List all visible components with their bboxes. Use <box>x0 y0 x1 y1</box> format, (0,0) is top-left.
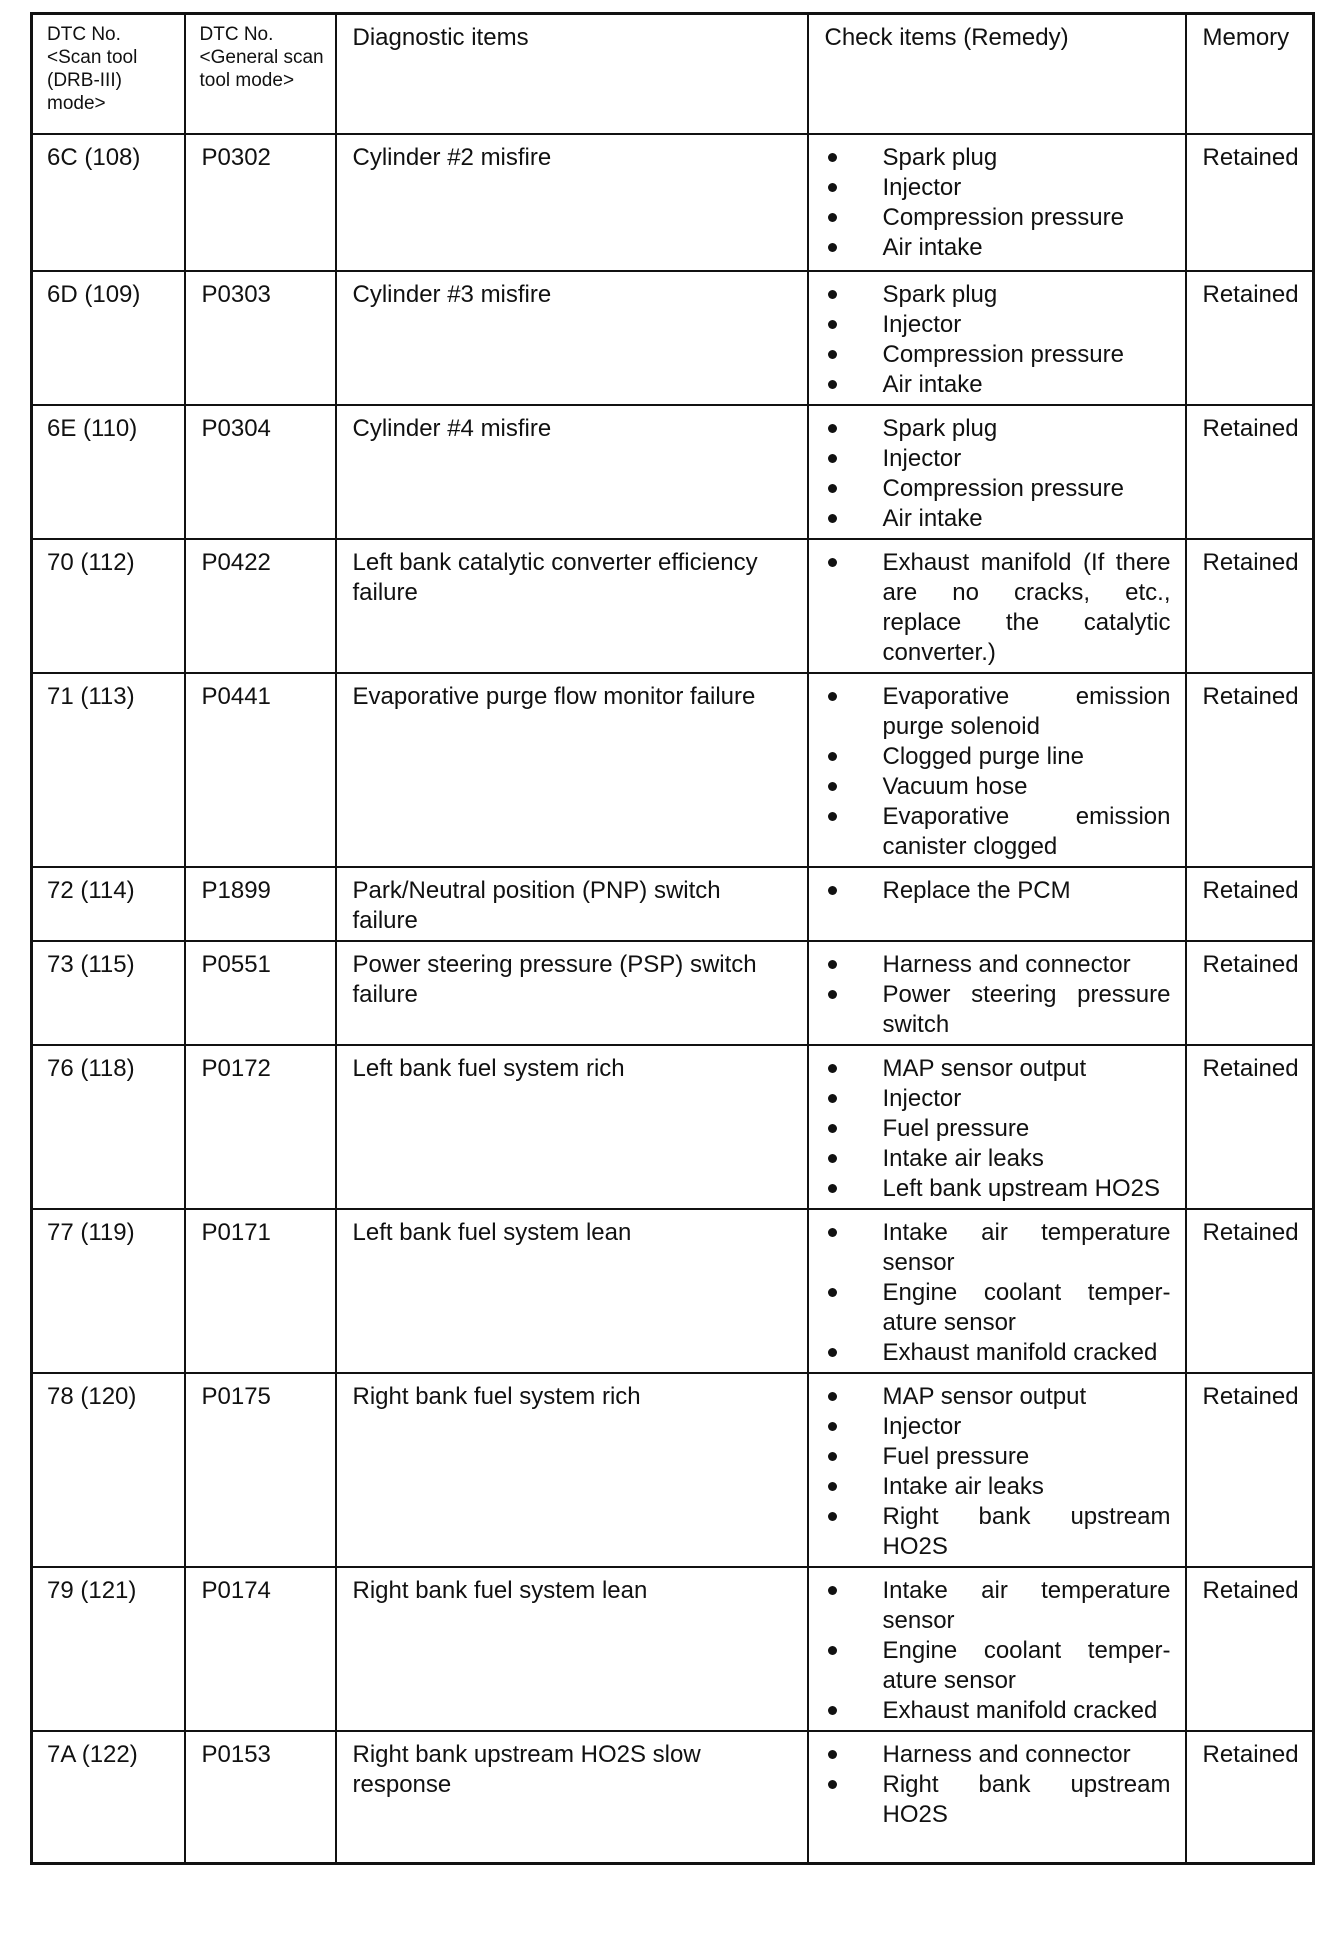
header-dtc-scan-tool: DTC No. <Scan tool (DRB-III) mode> <box>32 14 185 135</box>
diagnostic-item-cell: Cylinder #2 misfire <box>336 134 808 271</box>
dtc-general-cell: P0172 <box>185 1045 336 1209</box>
document-page <box>30 12 1312 1865</box>
check-item <box>825 173 1171 203</box>
bullet-icon <box>828 1154 837 1163</box>
bullet-icon <box>828 1064 837 1073</box>
bullet-icon <box>828 692 837 701</box>
check-item <box>825 950 1171 980</box>
check-item <box>825 1114 1171 1144</box>
check-item-text: Fuel pressure <box>882 1443 1030 1470</box>
bullet-icon <box>828 1512 837 1521</box>
memory-cell: Retained <box>1186 1045 1314 1209</box>
table-row <box>32 1731 1314 1863</box>
bullet-icon <box>828 514 837 523</box>
check-item-text: Exhaust manifold cracked <box>882 1697 1158 1724</box>
check-items-list <box>825 548 1171 668</box>
diagnostic-item-cell: Park/Neutral position (PNP) switch failure <box>336 867 808 941</box>
check-items-cell <box>808 134 1186 271</box>
check-item-text: Right bank upstream HO2S <box>882 1503 1171 1560</box>
dtc-general-cell: P0551 <box>185 941 336 1045</box>
check-item <box>825 1412 1171 1442</box>
check-items-list <box>825 143 1171 263</box>
bullet-icon <box>828 1422 837 1431</box>
diagnostic-item-cell: Left bank catalytic converter efficiency failure <box>336 539 808 673</box>
bullet-icon <box>828 1750 837 1759</box>
header-memory: Memory <box>1186 14 1314 135</box>
memory-cell: Retained <box>1186 405 1314 539</box>
header-check-items: Check items (Remedy) <box>808 14 1186 135</box>
check-item <box>825 1174 1171 1204</box>
bullet-icon <box>828 1094 837 1103</box>
check-item <box>825 1636 1171 1696</box>
check-items-cell <box>808 1567 1186 1731</box>
check-item-text: MAP sensor output <box>882 1383 1087 1410</box>
bullet-icon <box>828 1780 837 1789</box>
memory-cell: Retained <box>1186 1373 1314 1567</box>
dtc-scan-tool-cell: 7A (122) <box>32 1731 185 1863</box>
dtc-scan-tool-cell: 76 (118) <box>32 1045 185 1209</box>
bullet-icon <box>828 1288 837 1297</box>
check-item-text: Right bank upstream HO2S <box>882 1771 1171 1828</box>
check-items-cell <box>808 941 1186 1045</box>
check-item <box>825 310 1171 340</box>
memory-cell: Retained <box>1186 1731 1314 1863</box>
check-items-cell <box>808 867 1186 941</box>
check-item <box>825 143 1171 173</box>
bullet-icon <box>828 1184 837 1193</box>
header-diagnostic-items: Diagnostic items <box>336 14 808 135</box>
table-row <box>32 539 1314 673</box>
check-item <box>825 414 1171 444</box>
bullet-icon <box>828 454 837 463</box>
bullet-icon <box>828 990 837 999</box>
dtc-general-cell: P0171 <box>185 1209 336 1373</box>
check-items-list <box>825 1576 1171 1726</box>
bullet-icon <box>828 320 837 329</box>
diagnostic-item-cell: Power steering pressure (PSP) switch failure <box>336 941 808 1045</box>
dtc-general-cell: P0175 <box>185 1373 336 1567</box>
dtc-general-cell: P0441 <box>185 673 336 867</box>
check-item <box>825 444 1171 474</box>
check-items-list <box>825 1218 1171 1368</box>
check-item <box>825 1144 1171 1174</box>
bullet-icon <box>828 1124 837 1133</box>
check-item <box>825 280 1171 310</box>
table-row <box>32 1045 1314 1209</box>
check-item-text: Air intake <box>882 505 983 532</box>
diagnostic-item-cell: Evaporative purge flow monitor failure <box>336 673 808 867</box>
bullet-icon <box>828 1646 837 1655</box>
check-item-text: Spark plug <box>882 144 998 171</box>
memory-cell: Retained <box>1186 539 1314 673</box>
memory-cell: Retained <box>1186 271 1314 405</box>
bullet-icon <box>828 183 837 192</box>
check-item-text: Compression pressure <box>882 341 1124 368</box>
bullet-icon <box>828 1392 837 1401</box>
bullet-icon <box>828 153 837 162</box>
check-item <box>825 233 1171 263</box>
dtc-scan-tool-cell: 73 (115) <box>32 941 185 1045</box>
diagnostic-item-cell: Left bank fuel system lean <box>336 1209 808 1373</box>
check-item <box>825 1442 1171 1472</box>
check-item-text: Clogged purge line <box>882 743 1084 770</box>
bullet-icon <box>828 752 837 761</box>
check-item-text: Replace the PCM <box>882 877 1071 904</box>
bullet-icon <box>828 243 837 252</box>
check-item <box>825 876 1171 906</box>
check-item-text: Evaporative emission purge solenoid <box>882 683 1171 740</box>
check-item-text: Evaporative emission canister clogged <box>882 803 1171 860</box>
diagnostic-item-cell: Cylinder #3 misfire <box>336 271 808 405</box>
bullet-icon <box>828 1452 837 1461</box>
check-item-text: Injector <box>882 174 962 201</box>
check-item <box>825 1382 1171 1412</box>
check-item <box>825 742 1171 772</box>
check-item <box>825 980 1171 1040</box>
table-row <box>32 941 1314 1045</box>
dtc-scan-tool-cell: 6C (108) <box>32 134 185 271</box>
dtc-scan-tool-cell: 77 (119) <box>32 1209 185 1373</box>
check-item <box>825 203 1171 233</box>
dtc-general-cell: P0422 <box>185 539 336 673</box>
check-item-text: Injector <box>882 311 962 338</box>
table-row <box>32 867 1314 941</box>
check-item-text: Injector <box>882 1085 962 1112</box>
table-row <box>32 673 1314 867</box>
check-item <box>825 548 1171 668</box>
check-item-text: Intake air temperature sensor <box>882 1577 1171 1634</box>
check-item <box>825 1278 1171 1338</box>
check-item-text: Compression pressure <box>882 204 1124 231</box>
memory-cell: Retained <box>1186 867 1314 941</box>
dtc-general-cell: P0304 <box>185 405 336 539</box>
dtc-scan-tool-cell: 79 (121) <box>32 1567 185 1731</box>
bullet-icon <box>828 424 837 433</box>
check-items-list <box>825 1054 1171 1204</box>
check-items-list <box>825 682 1171 862</box>
check-item-text: Intake air leaks <box>882 1473 1044 1500</box>
check-items-cell <box>808 673 1186 867</box>
check-item <box>825 772 1171 802</box>
dtc-general-cell: P0174 <box>185 1567 336 1731</box>
table-row <box>32 271 1314 405</box>
check-item-text: Intake air leaks <box>882 1145 1044 1172</box>
diagnostic-item-cell: Right bank fuel system rich <box>336 1373 808 1567</box>
dtc-general-cell: P0302 <box>185 134 336 271</box>
table-row <box>32 1567 1314 1731</box>
check-items-cell <box>808 539 1186 673</box>
check-item-text: Exhaust manifold (If there are no cracks, etc., replace the catalytic converter.) <box>882 549 1171 666</box>
memory-cell: Retained <box>1186 1209 1314 1373</box>
check-item-text: Injector <box>882 1413 962 1440</box>
check-item-text: Intake air temperature sensor <box>882 1219 1171 1276</box>
table-row <box>32 1209 1314 1373</box>
check-items-list <box>825 414 1171 534</box>
check-item <box>825 370 1171 400</box>
check-item <box>825 1054 1171 1084</box>
check-item <box>825 1218 1171 1278</box>
memory-cell: Retained <box>1186 673 1314 867</box>
check-item-text: Compression pressure <box>882 475 1124 502</box>
check-item <box>825 682 1171 742</box>
memory-cell: Retained <box>1186 1567 1314 1731</box>
dtc-scan-tool-cell: 78 (120) <box>32 1373 185 1567</box>
bullet-icon <box>828 1348 837 1357</box>
bullet-icon <box>828 380 837 389</box>
diagnostic-item-cell: Right bank fuel system lean <box>336 1567 808 1731</box>
check-item-text: Spark plug <box>882 415 998 442</box>
table-body <box>32 134 1314 1863</box>
bullet-icon <box>828 350 837 359</box>
check-item-text: Harness and connector <box>882 951 1131 978</box>
check-item <box>825 504 1171 534</box>
check-item-text: Air intake <box>882 371 983 398</box>
check-item <box>825 1502 1171 1562</box>
check-item-text: Harness and connector <box>882 1741 1131 1768</box>
check-item-text: Left bank upstream HO2S <box>882 1175 1160 1202</box>
bullet-icon <box>828 1706 837 1715</box>
bullet-icon <box>828 886 837 895</box>
table-row <box>32 1373 1314 1567</box>
check-item-text: Power steering pressure switch <box>882 981 1171 1038</box>
check-items-list <box>825 280 1171 400</box>
check-item <box>825 1576 1171 1636</box>
table-row <box>32 134 1314 271</box>
check-item-text: Air intake <box>882 234 983 261</box>
check-item-text: Spark plug <box>882 281 998 308</box>
bullet-icon <box>828 213 837 222</box>
memory-cell: Retained <box>1186 134 1314 271</box>
check-item-text: Engine coolant temper-ature sensor <box>882 1279 1171 1336</box>
bullet-icon <box>828 290 837 299</box>
check-item-text: Vacuum hose <box>882 773 1028 800</box>
table-row <box>32 405 1314 539</box>
dtc-scan-tool-cell: 6D (109) <box>32 271 185 405</box>
check-item-text: Engine coolant temper-ature sensor <box>882 1637 1171 1694</box>
diagnostic-item-cell: Cylinder #4 misfire <box>336 405 808 539</box>
memory-cell: Retained <box>1186 941 1314 1045</box>
dtc-table <box>30 12 1315 1865</box>
check-items-list <box>825 1382 1171 1562</box>
dtc-general-cell: P0303 <box>185 271 336 405</box>
bullet-icon <box>828 960 837 969</box>
check-item <box>825 1084 1171 1114</box>
check-item <box>825 802 1171 862</box>
dtc-scan-tool-cell: 70 (112) <box>32 539 185 673</box>
dtc-scan-tool-cell: 71 (113) <box>32 673 185 867</box>
check-items-cell <box>808 405 1186 539</box>
bullet-icon <box>828 782 837 791</box>
check-item <box>825 1338 1171 1368</box>
diagnostic-item-cell: Right bank upstream HO2S slow response <box>336 1731 808 1863</box>
bullet-icon <box>828 558 837 567</box>
check-item <box>825 1740 1171 1770</box>
check-item-text: Injector <box>882 445 962 472</box>
check-items-cell <box>808 1731 1186 1863</box>
check-item <box>825 474 1171 504</box>
check-items-cell <box>808 1209 1186 1373</box>
bullet-icon <box>828 1586 837 1595</box>
header-dtc-general-scan-tool: DTC No. <General scan tool mode> <box>185 14 336 135</box>
bullet-icon <box>828 1482 837 1491</box>
check-items-cell <box>808 271 1186 405</box>
bullet-icon <box>828 812 837 821</box>
bullet-icon <box>828 484 837 493</box>
bullet-icon <box>828 1228 837 1237</box>
check-item-text: Exhaust manifold cracked <box>882 1339 1158 1366</box>
check-item-text: Fuel pressure <box>882 1115 1030 1142</box>
dtc-scan-tool-cell: 6E (110) <box>32 405 185 539</box>
dtc-scan-tool-cell: 72 (114) <box>32 867 185 941</box>
check-item <box>825 1770 1171 1830</box>
header-row <box>32 14 1314 135</box>
dtc-general-cell: P1899 <box>185 867 336 941</box>
check-item-text: MAP sensor output <box>882 1055 1087 1082</box>
check-item <box>825 1472 1171 1502</box>
check-items-cell <box>808 1373 1186 1567</box>
check-items-list <box>825 950 1171 1040</box>
dtc-general-cell: P0153 <box>185 1731 336 1863</box>
check-items-list <box>825 876 1171 906</box>
diagnostic-item-cell: Left bank fuel system rich <box>336 1045 808 1209</box>
check-item <box>825 1696 1171 1726</box>
check-items-list <box>825 1740 1171 1830</box>
check-item <box>825 340 1171 370</box>
check-items-cell <box>808 1045 1186 1209</box>
